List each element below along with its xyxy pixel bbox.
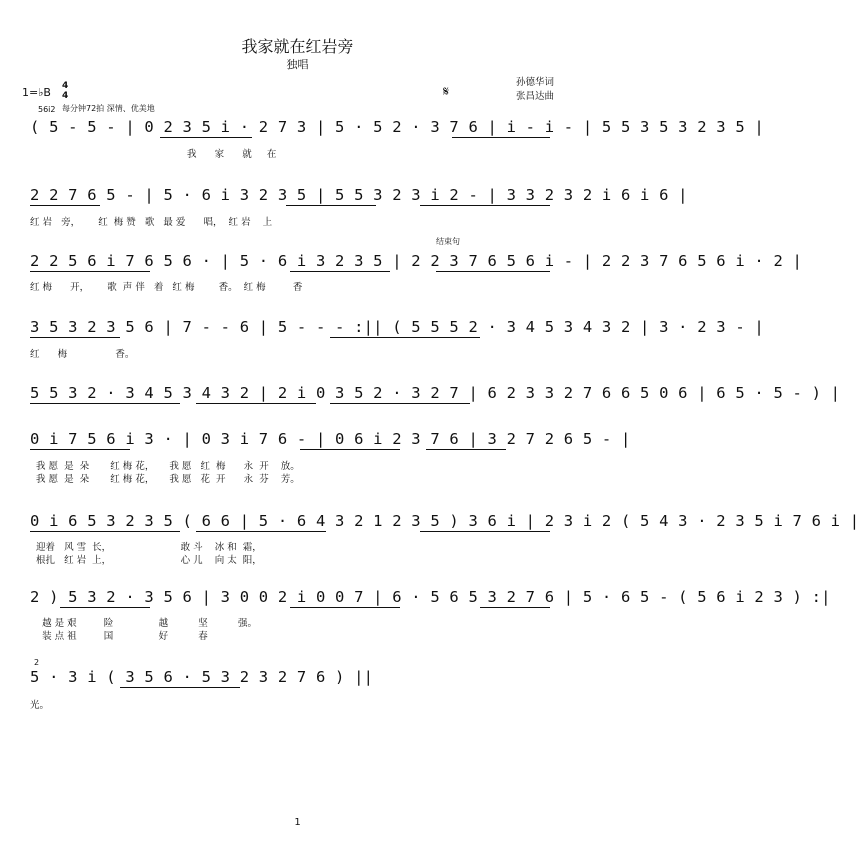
notation-line-7: 0 i 6 5 3 2 3 5 ( 6 6 | 5 · 6 4 3 2 1 2 3 5 ) 3 6 i | 2 3 i 2 ( 5 4 3 · 2 3 5 i 7 6 i | <box>30 512 859 530</box>
segno-icon: 𝄋 <box>443 84 450 100</box>
beam-line <box>30 449 130 450</box>
page-number: 1 <box>294 817 301 828</box>
beam-line <box>30 403 180 404</box>
pickup-notes: 56i2 <box>38 105 56 114</box>
beam-line <box>420 205 550 206</box>
notation-line-1: ( 5 - 5 - | 0 2 3 5 i · 2 7 3 | 5 · 5 2 · 3 7 6 | i - i - | 5 5 3 5 3 2 3 5 | <box>30 118 764 136</box>
beam-line <box>196 403 316 404</box>
lyrics-line-9: 光。 <box>30 700 50 711</box>
lyrics-line-6b: 我 愿 是 朵 红 梅 花， 我 愿 花 开 永 芬 芳。 <box>30 474 300 485</box>
song-title: 我家就在红岩旁 <box>241 37 354 56</box>
second-ending-number: 2 <box>34 658 40 667</box>
lyrics-line-1: 我 家 就 在 <box>30 149 277 160</box>
lyrics-line-7b: 根扎 红 岩 上， 心 儿 向 太 阳， <box>30 555 262 566</box>
beam-line <box>30 271 150 272</box>
lyricist-credit: 孙德华词 <box>516 77 555 88</box>
lyrics-line-7a: 迎着 风 雪 长， 敢 斗 冰 和 霜， <box>30 542 262 553</box>
lyrics-line-8b: 装 点 祖 国 好 春 <box>30 631 208 642</box>
lyrics-line-6a: 我 愿 是 朵 红 梅 花， 我 愿 红 梅 永 开 放。 <box>30 461 300 472</box>
beam-line <box>290 271 390 272</box>
notation-line-6: 0 i 7 5 6 i 3 · | 0 3 i 7 6 - | 0 6 i 2 3 7 6 | 3 2 7 2 6 5 - | <box>30 430 631 448</box>
ending-label: 结束句 <box>436 237 460 246</box>
key-signature: 1=♭B <box>22 86 51 99</box>
lyrics-line-3: 红 梅 开， 歌 声 伴 着 红 梅 香。 红 梅 香 <box>30 282 303 293</box>
beam-line <box>30 205 100 206</box>
beam-line <box>420 531 550 532</box>
beam-line <box>480 607 550 608</box>
time-signature <box>62 81 68 101</box>
beam-line <box>426 449 506 450</box>
beam-line <box>30 531 180 532</box>
beam-line <box>120 687 240 688</box>
notation-line-9: 5 · 3 i ( 3 5 6 · 5 3 2 3 2 7 6 ) || <box>30 668 374 686</box>
lyrics-line-2: 红 岩 旁， 红 梅 赞 歌 最 爱 唱， 红 岩 上 <box>30 217 273 228</box>
notation-line-3: 2 2 5 6 i 7 6 5 6 · | 5 · 6 i 3 2 3 5 | 2 2 3 7 6 5 6 i - | 2 2 3 7 6 5 6 i · 2 | <box>30 252 803 270</box>
beam-line <box>452 137 550 138</box>
notation-line-4: 3 5 3 2 3 5 6 | 7 - - 6 | 5 - - - :|| ( 5 5 5 2 · 3 4 5 3 4 3 2 | 3 · 2 3 - | <box>30 318 764 336</box>
beam-line <box>30 337 120 338</box>
beam-line <box>196 531 326 532</box>
beam-line <box>436 271 550 272</box>
beam-line <box>300 449 400 450</box>
song-subtitle: 独唱 <box>286 58 309 71</box>
lyrics-line-4: 红 梅 香。 <box>30 349 135 360</box>
beam-line <box>60 607 150 608</box>
notation-line-2: 2 2 7 6 5 - | 5 · 6 i 3 2 3 5 | 5 5 3 2 3 i 2 - | 3 3 2 3 2 i 6 i 6 | <box>30 186 688 204</box>
beam-line <box>290 607 400 608</box>
beam-line <box>330 403 470 404</box>
beam-line <box>160 137 252 138</box>
meter-bottom: 4 <box>62 91 69 101</box>
tempo-marking: 每分钟72拍 深情、优美地 <box>62 104 155 113</box>
notation-line-8: 2 ) 5 3 2 · 3 5 6 | 3 0 0 2 i 0 0 7 | 6 · 5 6 5 3 2 7 6 | 5 · 6 5 - ( 5 6 i 2 3 ) :| <box>30 588 831 606</box>
lyrics-line-8a: 越 是 艰 险 越 坚 强。 <box>30 618 257 629</box>
beam-line <box>286 205 376 206</box>
beam-line <box>330 337 480 338</box>
meter-top: 4 <box>62 81 69 91</box>
composer-credit: 张昌达曲 <box>516 91 555 102</box>
notation-line-5: 5 5 3 2 · 3 4 5 3 4 3 2 | 2 i 0 3 5 2 · 3 2 7 | 6 2 3 3 2 7 6 6 5 0 6 | 6 5 · 5 - ) | <box>30 384 841 402</box>
